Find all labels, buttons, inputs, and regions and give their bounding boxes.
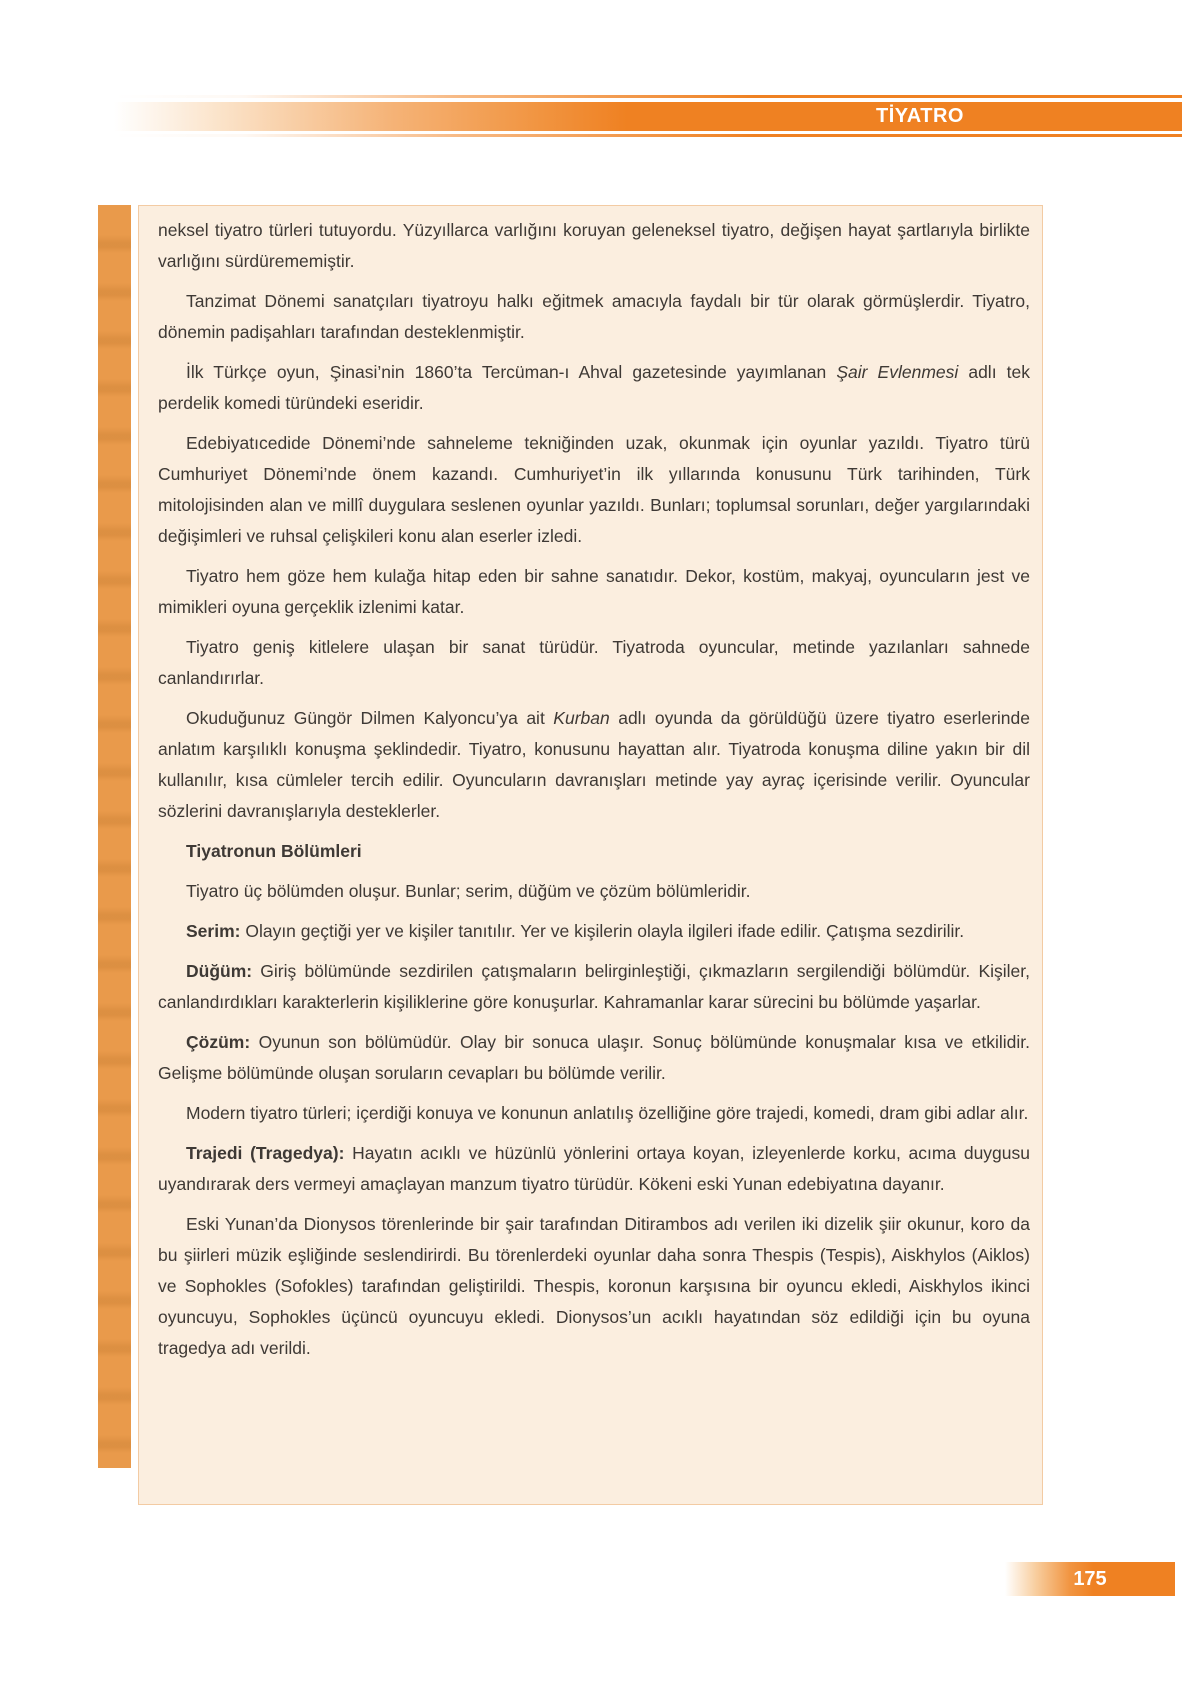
text-run: Tiyatro üç bölümden oluşur. Bunlar; serim, düğüm ve çözüm bölümleridir. [186, 881, 751, 901]
header-accent-line-top [114, 95, 1182, 98]
content-panel [138, 205, 1043, 1505]
paragraph [158, 876, 1030, 907]
bold-lead: Tiyatronun Bölümleri [186, 841, 362, 861]
paragraph [158, 1027, 1030, 1089]
bold-lead: Düğüm: [186, 961, 253, 981]
text-run: Giriş bölümünde sezdirilen çatışmaların belirginleştiği, çıkmazların sergilendiği bölümdür. Kişiler, canlandırdıkları karakterlerin kişiliklerine göre konuşurlar. Kahramanlar karar sürecini bu bölümde yaşarlar. [158, 961, 1030, 1012]
text-run: adlı tek perdelik komedi türündeki eseridir. [158, 362, 1030, 413]
chapter-header-band [114, 102, 1182, 131]
paragraph [158, 286, 1030, 348]
paragraph [158, 1098, 1030, 1129]
article-body [158, 215, 1030, 1364]
text-run: İlk Türkçe oyun, Şinasi’nin 1860’ta Tercüman-ı Ahval gazetesinde yayımlanan [186, 362, 837, 382]
header-accent-line-bottom [114, 134, 1182, 137]
paragraph [158, 215, 1030, 277]
italic-work-title: Şair Evlenmesi [836, 362, 959, 382]
paragraph [158, 703, 1030, 827]
decorative-side-strip [98, 205, 131, 1468]
section-heading [158, 836, 1030, 867]
text-run: Tiyatro geniş kitlelere ulaşan bir sanat türüdür. Tiyatroda oyuncular, metinde yazılanları sahnede canlandırırlar. [158, 637, 1030, 688]
bold-lead: Çözüm: [186, 1032, 251, 1052]
bold-lead: Serim: [186, 921, 241, 941]
chapter-title: TİYATRO [876, 105, 964, 127]
paragraph [158, 561, 1030, 623]
paragraph [158, 1138, 1030, 1200]
paragraph [158, 916, 1030, 947]
text-run: Modern tiyatro türleri; içerdiği konuya ve konunun anlatılış özelliğine göre trajedi, komedi, dram gibi adlar alır. [186, 1103, 1029, 1123]
page-number-badge: 175 [1005, 1562, 1175, 1596]
paragraph [158, 632, 1030, 694]
text-run: Tanzimat Dönemi sanatçıları tiyatroyu halkı eğitmek amacıyla faydalı bir tür olarak görmüşlerdir. Tiyatro, dönemin padişahları tarafından desteklenmiştir. [158, 291, 1030, 342]
paragraph [158, 1209, 1030, 1364]
text-run: Tiyatro hem göze hem kulağa hitap eden bir sahne sanatıdır. Dekor, kostüm, makyaj, oyuncuların jest ve mimikleri oyuna gerçeklik izlenimi katar. [158, 566, 1030, 617]
text-run: neksel tiyatro türleri tutuyordu. Yüzyıllarca varlığını koruyan geleneksel tiyatro, değişen hayat şartlarıyla birlikte varlığını sürdürememiştir. [158, 220, 1030, 271]
text-run: Hayatın acıklı ve hüzünlü yönlerini ortaya koyan, izleyenlerde korku, acıma duygusu uyandırarak ders vermeyi amaçlayan manzum tiyatro türüdür. Kökeni eski Yunan edebiyatına dayanır. [158, 1143, 1030, 1194]
italic-work-title: Kurban [553, 708, 610, 728]
paragraph [158, 357, 1030, 419]
text-run: Eski Yunan’da Dionysos törenlerinde bir şair tarafından Ditirambos adı verilen iki dizelik şiir okunur, koro da bu şiirleri müzik eşliğinde seslendirirdi. Bu törenlerdeki oyunlar daha sonra Thespis (Tespis), Aiskhylos (Aiklos) ve Sophokles (Sofokles) tarafından geliştirildi. Thespis, koronun karşısına bir oyuncu ekledi, Aiskhylos ikinci oyuncuyu, Sophokles üçüncü oyuncuyu ekledi. Dionysos’un acıklı hayatından söz edildiği için bu oyuna tragedya adı verildi. [158, 1214, 1030, 1358]
bold-lead: Trajedi (Tragedya): [186, 1143, 345, 1163]
paragraph [158, 956, 1030, 1018]
paragraph [158, 428, 1030, 552]
text-run: Edebiyatıcedide Dönemi’nde sahneleme tekniğinden uzak, okunmak için oyunlar yazıldı. Tiyatro türü Cumhuriyet Dönemi’nde önem kazandı. Cumhuriyet’in ilk yıllarında konusunu Türk tarihinden, Türk mitolojisinden alan ve millî duygulara seslenen oyunlar yazıldı. Bunları; toplumsal sorunları, değer yargılarındaki değişimleri ve ruhsal çelişkileri konu alan eserler izledi. [158, 433, 1030, 546]
text-run: adlı oyunda da görüldüğü üzere tiyatro eserlerinde anlatım karşılıklı konuşma şeklindedir. Tiyatro, konusunu hayattan alır. Tiyatroda konuşma diline yakın bir dil kullanılır, kısa cümleler tercih edilir. Oyuncuların davranışları metinde yay ayraç içerisinde verilir. Oyuncular sözlerini davranışlarıyla desteklerler. [158, 708, 1030, 821]
text-run: Oyunun son bölümüdür. Olay bir sonuca ulaşır. Sonuç bölümünde konuşmalar kısa ve etkilidir. Gelişme bölümünde oluşan soruların cevapları bu bölümde verilir. [158, 1032, 1030, 1083]
text-run: Olayın geçtiği yer ve kişiler tanıtılır. Yer ve kişilerin olayla ilgileri ifade edilir. Çatışma sezdirilir. [240, 921, 965, 941]
text-run: Okuduğunuz Güngör Dilmen Kalyoncu’ya ait [186, 708, 554, 728]
